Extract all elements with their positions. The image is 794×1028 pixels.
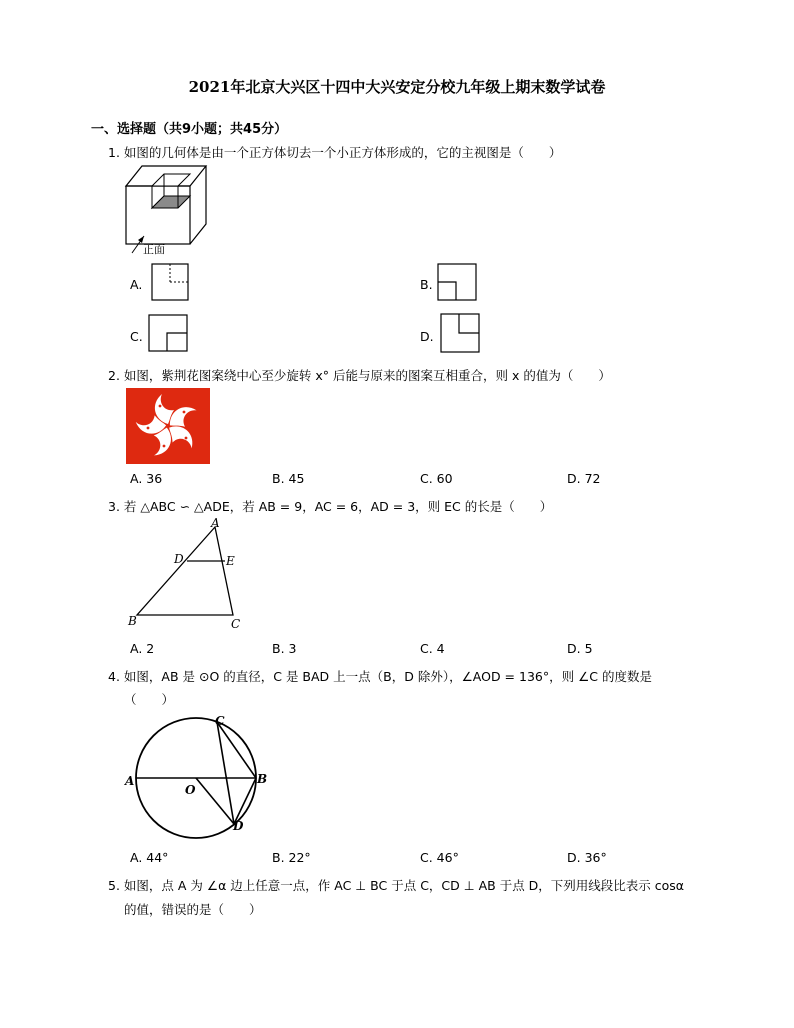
question-2-text: 2. 如图，紫荆花图案绕中心至少旋转 x° 后能与原来的图案互相重合，则 x 的值为（ ） — [108, 368, 611, 383]
q1-option-a-figure — [151, 263, 191, 303]
q3-option-a[interactable]: A. 2 — [130, 641, 155, 656]
q1-option-b-figure — [437, 263, 479, 303]
q3-label-e: E — [226, 554, 235, 568]
q4-option-a[interactable]: A. 44° — [130, 850, 169, 865]
question-5-text: 5. 如图，点 A 为 ∠α 边上任意一点，作 AC ⊥ BC 于点 C，CD ⊥ AB 于点 D，下列用线段比表示 cosα — [108, 878, 685, 893]
q1-figure-label: 正面 — [143, 243, 165, 256]
q1-option-d[interactable]: D. — [420, 329, 434, 344]
q1-option-a[interactable]: A. — [130, 277, 143, 292]
q3-triangle-figure — [125, 515, 250, 631]
q4-label-a: A — [125, 774, 135, 788]
q4-label-o: O — [185, 783, 196, 797]
question-4-text-line2: （ ） — [124, 692, 175, 707]
q2-option-b[interactable]: B. 45 — [272, 471, 305, 486]
q4-label-b: B — [257, 772, 268, 786]
q4-circle-figure — [120, 712, 270, 840]
bauhinia-flag-figure — [126, 388, 210, 464]
q1-option-d-figure — [440, 313, 482, 355]
q1-option-c[interactable]: C. — [130, 329, 143, 344]
q3-label-c: C — [231, 617, 241, 631]
q1-option-b[interactable]: B. — [420, 277, 433, 292]
page-title: 2021年北京大兴区十四中大兴安定分校九年级上期末数学试卷 — [188, 78, 606, 96]
q4-option-b[interactable]: B. 22° — [272, 850, 311, 865]
question-3-text: 3. 若 △ABC ∽ △ADE，若 AB = 9，AC = 6，AD = 3，则 EC 的长是（ ） — [108, 499, 553, 514]
q2-option-c[interactable]: C. 60 — [420, 471, 453, 486]
q1-option-c-figure — [148, 314, 190, 354]
q4-label-d: D — [233, 819, 244, 833]
q4-option-c[interactable]: C. 46° — [420, 850, 459, 865]
q1-cube-figure — [122, 160, 212, 260]
question-4-text: 4. 如图，AB 是 ⊙O 的直径，C 是 BAD 上一点（B，D 除外），∠AOD = 136°，则 ∠C 的度数是 — [108, 669, 652, 684]
q2-option-a[interactable]: A. 36 — [130, 471, 163, 486]
q2-option-d[interactable]: D. 72 — [567, 471, 601, 486]
q3-option-c[interactable]: C. 4 — [420, 641, 445, 656]
q4-label-c: C — [215, 714, 225, 728]
question-1-text: 1. 如图的几何体是由一个正方体切去一个小正方体形成的，它的主视图是（ ） — [108, 145, 562, 160]
section-header: 一、选择题（共9小题；共45分） — [91, 122, 288, 137]
q3-option-d[interactable]: D. 5 — [567, 641, 593, 656]
question-5-text-line2: 的值，错误的是（ ） — [124, 902, 262, 917]
q3-option-b[interactable]: B. 3 — [272, 641, 297, 656]
q4-option-d[interactable]: D. 36° — [567, 850, 607, 865]
q3-label-a: A — [211, 516, 220, 530]
q3-label-b: B — [128, 614, 137, 628]
q3-label-d: D — [174, 552, 184, 566]
